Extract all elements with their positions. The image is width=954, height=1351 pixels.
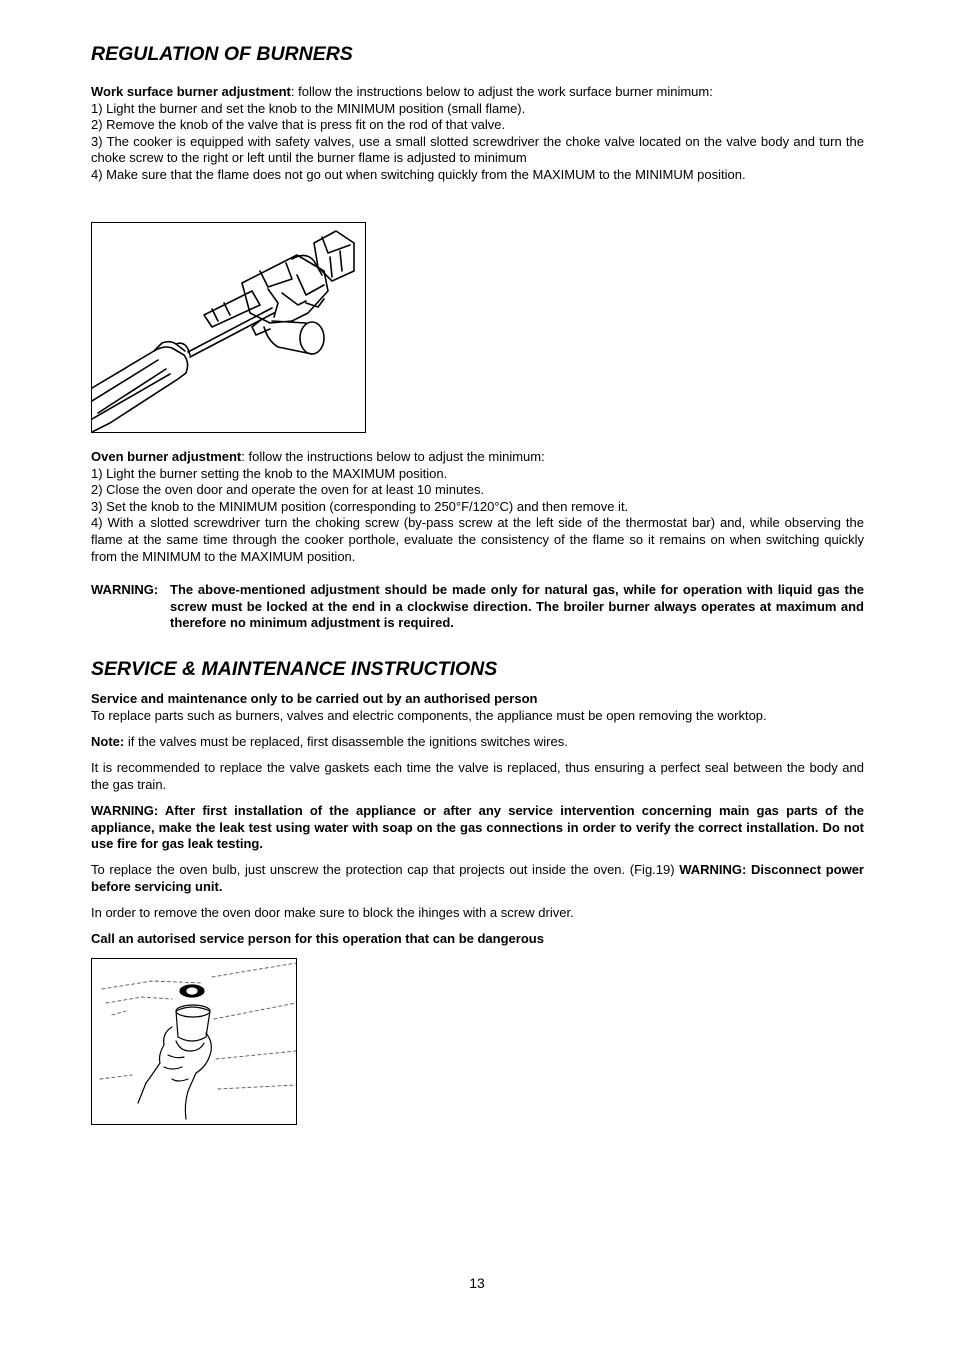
bulb-warning: WARNING: Disconnect power before servicing unit. [91, 862, 864, 894]
leak-test-warning [91, 803, 864, 853]
call-service-text: Call an autorised service person for this operation that can be dangerous [91, 931, 544, 946]
valve-screwdriver-figure [91, 222, 366, 433]
replace-parts-text: To replace parts such as burners, valves and electric components, the appliance must be open removing the worktop. [91, 707, 767, 723]
door-paragraph [91, 905, 864, 922]
natural-gas-warning [91, 582, 864, 632]
note-label: Note: [91, 734, 125, 749]
warning-label: WARNING: [91, 582, 159, 597]
door-text: In order to remove the oven door make sure to block the ihinges with a screw driver. [91, 905, 574, 920]
oven-instructions [91, 449, 864, 565]
warning-text: The above-mentioned adjustment should be made only for natural gas, while for operation with liquid gas the screw must be locked at the end in a clockwise direction. The broiler burner always operates at maximum and therefore no minimum adjustment is required. [170, 582, 864, 631]
oven-bulb-hand-illustration [92, 959, 296, 1124]
work-surface-step-3: 3) The cooker is equipped with safety valves, use a small slotted screwdriver the choke valve located on the valve body and turn the choke screw to the right or left until the burner flame is adjusted to minimum [91, 133, 864, 166]
bulb-text: To replace the oven bulb, just unscrew the protection cap that projects out inside the oven. (Fig.19) [91, 862, 680, 877]
valve-note [91, 734, 864, 751]
bulb-text-paragraph [91, 862, 864, 895]
gaskets-text: It is recommended to replace the valve gaskets each time the valve is replaced, thus ensuring a perfect seal between the body and the gas train. [91, 760, 864, 792]
oven-bulb-figure [91, 958, 297, 1125]
work-surface-label: Work surface burner adjustment [91, 84, 291, 99]
oven-step-3: 3) Set the knob to the MINIMUM position (corresponding to 250°F/120°C) and then remove it. [91, 498, 629, 514]
note-paragraph [91, 734, 864, 751]
work-surface-intro-text: : follow the instructions below to adjust the work surface burner minimum: [290, 84, 713, 99]
oven-label: Oven burner adjustment [91, 449, 242, 464]
work-surface-intro [91, 84, 864, 101]
valve-screwdriver-illustration [92, 223, 365, 432]
work-surface-step-4: 4) Make sure that the flame does not go out when switching quickly from the MAXIMUM to the MINIMUM position. [91, 166, 746, 182]
work-surface-instructions [91, 84, 864, 184]
page-number: 13 [469, 1275, 485, 1291]
call-service-paragraph [91, 931, 864, 948]
oven-intro [91, 449, 864, 466]
oven-intro-text: : follow the instructions below to adjust the minimum: [241, 449, 545, 464]
section-title-service: SERVICE & MAINTENANCE INSTRUCTIONS [91, 658, 498, 680]
oven-step-4: 4) With a slotted screwdriver turn the choking screw (by-pass screw at the left side of the thermostat bar) and, while observing the flame at the same time through the cooker porthole, evaluate the consistency of the flame so it remains on when switching quickly from the MINIMUM to the MAXIMUM position. [91, 515, 864, 564]
oven-step-1: 1) Light the burner setting the knob to the MAXIMUM position. [91, 465, 448, 481]
oven-step-2: 2) Close the oven door and operate the oven for at least 10 minutes. [91, 482, 485, 498]
work-surface-step-2: 2) Remove the knob of the valve that is press fit on the rod of that valve. [91, 117, 506, 133]
gaskets-paragraph [91, 760, 864, 793]
service-authorised [91, 691, 864, 724]
note-text: if the valves must be replaced, first disassemble the ignitions switches wires. [124, 734, 568, 749]
work-surface-step-1: 1) Light the burner and set the knob to the MINIMUM position (small flame). [91, 100, 526, 116]
authorised-heading: Service and maintenance only to be carried out by an authorised person [91, 691, 538, 706]
section-title-regulation: REGULATION OF BURNERS [91, 43, 353, 65]
leak-test-text: WARNING: After first installation of the appliance or after any service intervention concerning main gas parts of the appliance, make the leak test using water with soap on the gas connections in order to verify the correct installation. Do not use fire for gas leak testing. [91, 803, 864, 852]
bulb-paragraph [91, 862, 864, 895]
